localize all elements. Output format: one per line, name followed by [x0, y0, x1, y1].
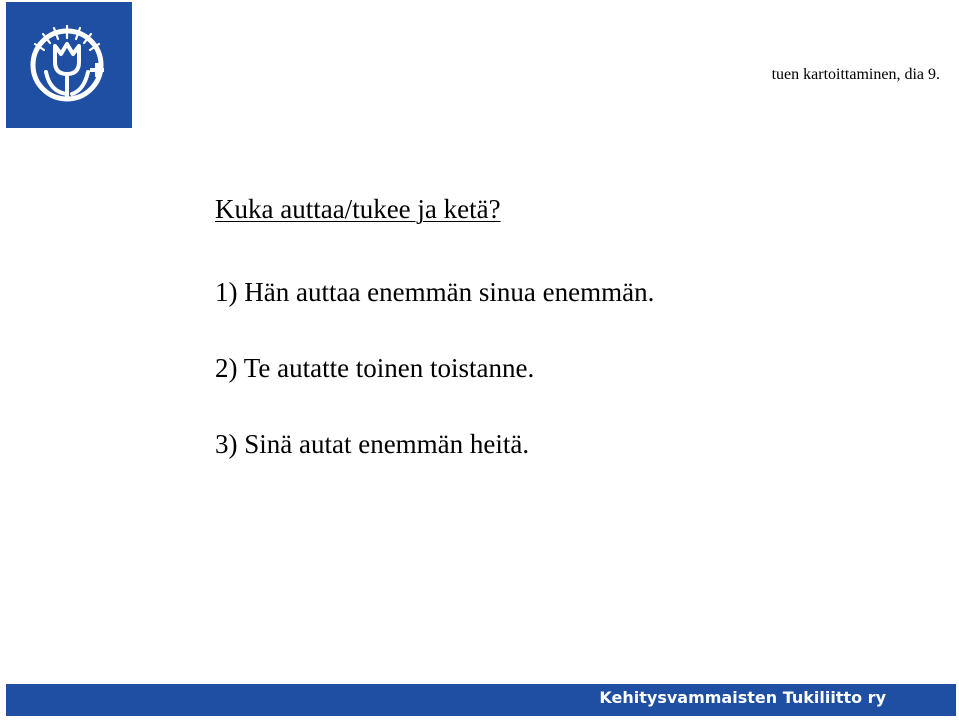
slide-title: Kuka auttaa/tukee ja ketä?	[215, 194, 501, 224]
organization-logo-icon	[6, 2, 132, 128]
organization-logo	[6, 2, 132, 128]
answer-list	[215, 272, 654, 500]
footer-bar	[6, 684, 956, 716]
slide-caption: tuen kartoittaminen, dia 9.	[771, 66, 940, 83]
answer-item-2: 2) Te autatte toinen toistanne.	[215, 353, 535, 383]
footer-organization-name: Kehitysvammaisten Tukiliitto ry	[599, 688, 886, 707]
answer-item-3: 3) Sinä autat enemmän heitä.	[215, 429, 530, 459]
answer-item-1: 1) Hän auttaa enemmän sinua enemmän.	[215, 277, 655, 307]
